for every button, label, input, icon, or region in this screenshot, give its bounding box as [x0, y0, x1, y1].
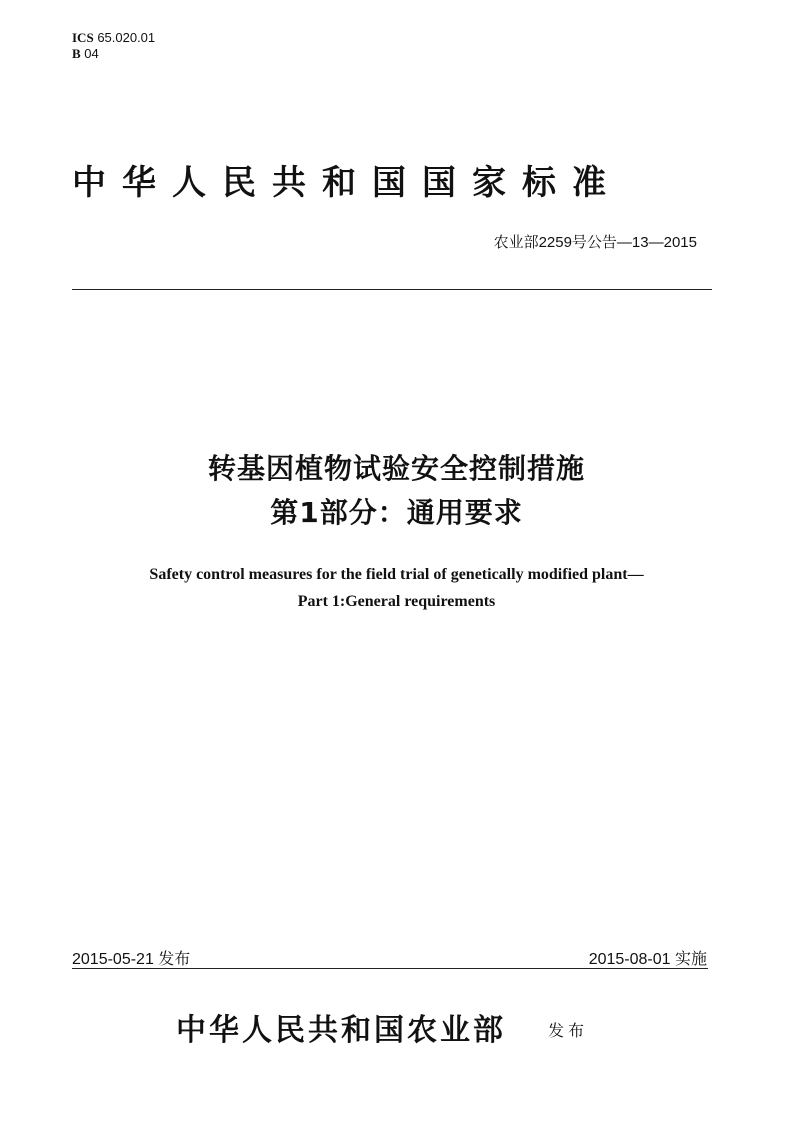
english-title-line1: Safety control measures for the field trial of genetically modified plant— [149, 566, 644, 583]
ccs-label: B [72, 46, 81, 61]
issue-date: 2015-05-21 发布 [72, 951, 191, 968]
ics-code: 65.020.01 [97, 30, 156, 45]
bottom-divider [72, 968, 708, 969]
chinese-title-line1: 转基因植物试验安全控制措施 [207, 452, 585, 485]
ics-label: ICS [72, 30, 94, 45]
ccs-code-line [72, 46, 155, 62]
standard-number: 农业部2259号公告—13—2015 [493, 234, 697, 251]
standard-category-title: 中华人民共和国国家标准 [72, 163, 622, 203]
chinese-title-line2: 第1部分：通用要求 [270, 496, 523, 529]
ccs-code: 04 [84, 46, 99, 61]
english-title-line2: Part 1:General requirements [297, 593, 496, 610]
ics-code-line [72, 30, 155, 46]
issuer-name: 中华人民共和国农业部 [176, 1013, 506, 1048]
implementation-date: 2015-08-01 实施 [588, 951, 707, 968]
issuer-suffix: 发布 [548, 1021, 589, 1040]
top-divider [72, 289, 712, 290]
classification-codes [72, 30, 155, 62]
